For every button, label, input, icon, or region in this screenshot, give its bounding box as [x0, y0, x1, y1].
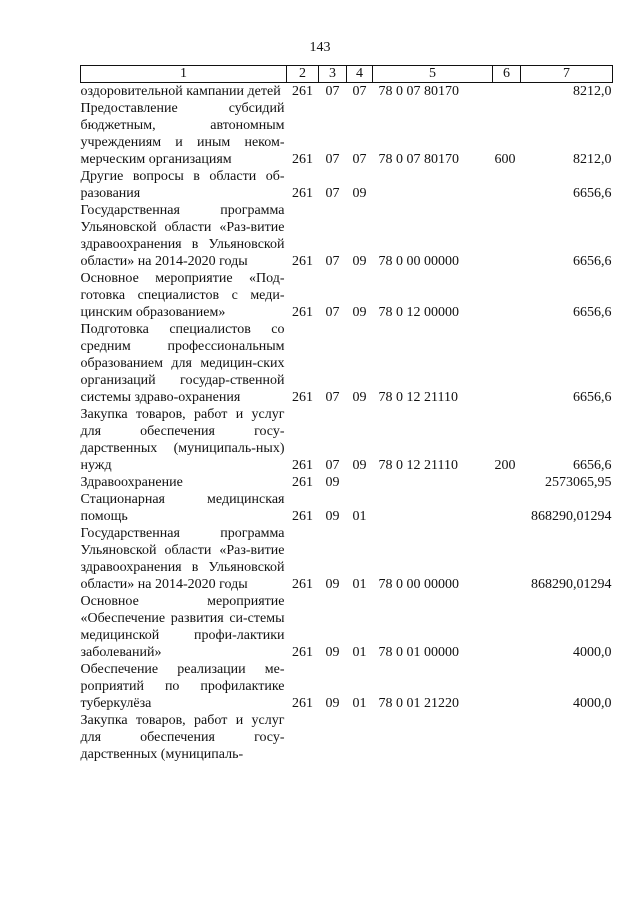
section-code: 07 — [325, 152, 340, 167]
table-row — [81, 712, 613, 763]
ministry-code: 261 — [292, 305, 313, 320]
table-row — [81, 661, 613, 712]
subsection-code: 09 — [352, 390, 367, 405]
target-article-code: 78 0 07 80170 — [378, 84, 459, 99]
section-code: 09 — [325, 509, 340, 524]
amount: 6656,6 — [573, 390, 612, 405]
expense-type-code: 200 — [494, 458, 516, 473]
table-row — [81, 202, 613, 270]
ministry-code — [287, 712, 319, 763]
subsection-code: 01 — [352, 645, 367, 660]
expense-type-code — [493, 593, 521, 661]
target-article-code: 78 0 12 00000 — [378, 305, 459, 320]
amount: 8212,0 — [573, 84, 612, 99]
amount: 6656,6 — [573, 305, 612, 320]
subsection-code: 09 — [352, 458, 367, 473]
subsection-code — [347, 712, 373, 763]
header-col-2: 2 — [287, 66, 319, 83]
amount: 6656,6 — [573, 458, 612, 473]
table-row — [81, 593, 613, 661]
header-row — [81, 66, 613, 83]
ministry-code: 261 — [292, 152, 313, 167]
subsection-code: 07 — [352, 152, 367, 167]
target-article-code: 78 0 00 00000 — [378, 254, 459, 269]
table-row — [81, 525, 613, 593]
section-code: 09 — [325, 645, 340, 660]
section-code: 09 — [325, 475, 340, 490]
item-name: Государственная программа Ульяновской области «Раз-витие здравоохранения в Ульяновской области» на 2014-2020 годы — [80, 526, 285, 592]
expense-type-code — [493, 712, 521, 763]
amount: 4000,0 — [573, 645, 612, 660]
subsection-code: 01 — [352, 696, 367, 711]
item-name: Обеспечение реализации ме-роприятий по профилактике туберкулёза — [80, 662, 285, 711]
item-name: оздоровительной кампании детей — [80, 84, 281, 99]
section-code: 09 — [325, 696, 340, 711]
subsection-code — [347, 474, 373, 491]
target-article-code: 78 0 12 21110 — [378, 458, 458, 473]
section-code: 07 — [325, 458, 340, 473]
subsection-code: 09 — [352, 305, 367, 320]
header-col-6: 6 — [493, 66, 521, 83]
header-col-4: 4 — [347, 66, 373, 83]
ministry-code: 261 — [292, 458, 313, 473]
target-article-code: 78 0 07 80170 — [378, 152, 459, 167]
target-article-code: 78 0 00 00000 — [378, 577, 459, 592]
table-row — [81, 83, 613, 101]
item-name: Стационарная медицинская помощь — [80, 492, 285, 524]
ministry-code: 261 — [292, 390, 313, 405]
amount: 4000,0 — [573, 696, 612, 711]
amount: 6656,6 — [573, 186, 612, 201]
header-col-3: 3 — [319, 66, 347, 83]
item-name: Основное мероприятие «Под-готовка специалистов с меди-цинским образованием» — [80, 271, 285, 320]
table-row — [81, 168, 613, 202]
subsection-code: 09 — [352, 254, 367, 269]
amount: 868290,01294 — [531, 577, 612, 592]
section-code — [319, 712, 347, 763]
item-name: Предоставление субсидий бюджетным, автономным учреждениям и иным неком-мерческим организациям — [80, 101, 285, 167]
expense-type-code — [493, 525, 521, 593]
expense-type-code — [493, 202, 521, 270]
section-code: 07 — [325, 390, 340, 405]
ministry-code: 261 — [292, 645, 313, 660]
section-code: 09 — [325, 577, 340, 592]
subsection-code: 09 — [352, 186, 367, 201]
target-article-code — [373, 168, 493, 202]
expense-type-code — [493, 661, 521, 712]
item-name: Закупка товаров, работ и услуг для обеспечения госу-дарственных (муниципаль- — [80, 713, 285, 762]
page-number: 143 — [309, 40, 331, 55]
table-row — [81, 100, 613, 168]
table-row — [81, 406, 613, 474]
header-col-5: 5 — [373, 66, 493, 83]
subsection-code: 01 — [352, 577, 367, 592]
expense-type-code — [493, 83, 521, 101]
target-article-code — [373, 491, 493, 525]
item-name: Подготовка специалистов со средним профессиональным образованием для медицин-ских организаций государ-ственной системы здраво-охранения — [80, 322, 285, 405]
target-article-code — [373, 474, 493, 491]
subsection-code: 01 — [352, 509, 367, 524]
ministry-code: 261 — [292, 577, 313, 592]
ministry-code: 261 — [292, 509, 313, 524]
section-code: 07 — [325, 254, 340, 269]
amount: 2573065,95 — [545, 475, 612, 490]
item-name: Государственная программа Ульяновской области «Раз-витие здравоохранения в Ульяновской области» на 2014-2020 годы — [80, 203, 285, 269]
budget-table — [80, 65, 613, 763]
ministry-code: 261 — [292, 254, 313, 269]
item-name: Здравоохранение — [80, 475, 183, 490]
item-name: Другие вопросы в области об-разования — [80, 169, 285, 201]
amount — [521, 712, 613, 763]
table-row — [81, 321, 613, 406]
target-article-code: 78 0 01 00000 — [378, 645, 459, 660]
target-article-code: 78 0 01 21220 — [378, 696, 459, 711]
subsection-code: 07 — [352, 84, 367, 99]
ministry-code: 261 — [292, 696, 313, 711]
item-name: Закупка товаров, работ и услуг для обеспечения госу-дарственных (муниципаль-ных) нужд — [80, 407, 285, 473]
header-col-1: 1 — [81, 66, 287, 83]
amount: 868290,01294 — [531, 509, 612, 524]
table-row — [81, 270, 613, 321]
ministry-code: 261 — [292, 84, 313, 99]
ministry-code: 261 — [292, 186, 313, 201]
expense-type-code — [493, 474, 521, 491]
expense-type-code — [493, 321, 521, 406]
expense-type-code — [493, 491, 521, 525]
expense-type-code — [493, 270, 521, 321]
table-row — [81, 491, 613, 525]
amount: 8212,0 — [573, 152, 612, 167]
section-code: 07 — [325, 84, 340, 99]
target-article-code: 78 0 12 21110 — [378, 390, 458, 405]
expense-type-code: 600 — [494, 152, 516, 167]
section-code: 07 — [325, 186, 340, 201]
amount: 6656,6 — [573, 254, 612, 269]
table-row — [81, 474, 613, 491]
expense-type-code — [493, 168, 521, 202]
ministry-code: 261 — [292, 475, 313, 490]
header-col-7: 7 — [521, 66, 613, 83]
section-code: 07 — [325, 305, 340, 320]
item-name: Основное мероприятие «Обеспечение развития си-стемы медицинской профи-лактики заболеваний» — [80, 594, 285, 660]
target-article-code — [373, 712, 493, 763]
